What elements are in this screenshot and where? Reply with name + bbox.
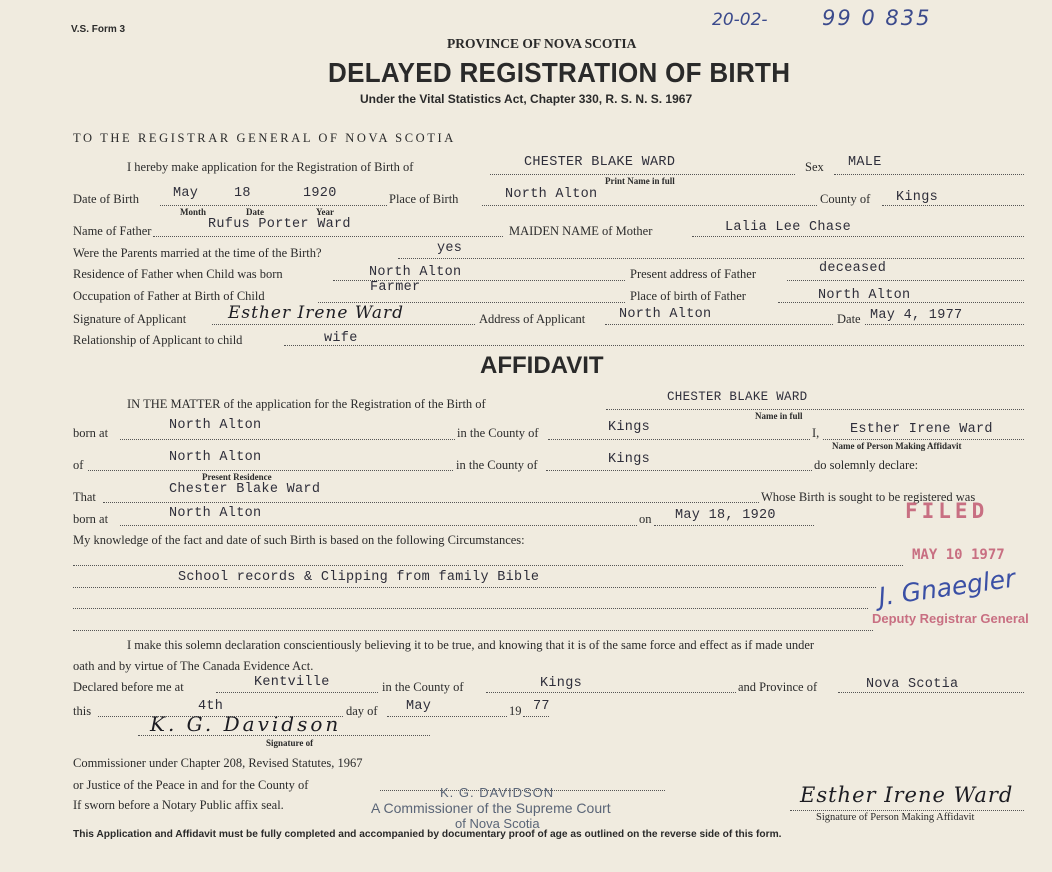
applicant-signature-label: Signature of Applicant [73,312,187,326]
married-value: yes [437,241,463,256]
commissioner-line: Commissioner under Chapter 208, Revised Statutes, 1967 [73,756,363,770]
year-suffix-value: 77 [533,699,550,714]
declared-county-value: Kings [540,676,583,691]
present-address-label: Present address of Father [630,267,757,281]
whose-birth-label: Whose Birth is sought to be registered was [761,490,976,504]
print-name-caption: Print Name in full [605,176,675,186]
applicant-signature: Esther Irene Ward [228,303,404,323]
child-name-value: CHESTER BLAKE WARD [524,155,676,170]
affiant-signature-caption: Signature of Person Making Affidavit [816,812,975,823]
footer-note: This Application and Affidavit must be fully completed and accompanied by documentary proof of age as outlined on the reverse side of this form. [73,829,782,840]
affiant-name-value: Esther Irene Ward [850,422,993,437]
that-name-value: Chester Blake Ward [169,482,321,497]
of-label: of [73,458,84,472]
justice-line: or Justice of the Peace in and for the County of [73,778,309,792]
notary-line: If sworn before a Notary Public affix seal. [73,798,284,812]
mother-label: MAIDEN NAME of Mother [509,224,653,238]
mother-value: Lalia Lee Chase [725,220,852,235]
born-at-label-2: born at [73,512,109,526]
commissioner-stamp-title: A Commissioner of the Supreme Court [371,800,611,816]
form-title: DELAYED REGISTRATION OF BIRTH [328,56,791,89]
date-label: Date [837,312,861,326]
present-residence-caption: Present Residence [202,472,272,482]
form-subtitle: Under the Vital Statistics Act, Chapter 330, R. S. N. S. 1967 [360,92,693,106]
addressee-line: TO THE REGISTRAR GENERAL OF NOVA SCOTIA [73,131,456,145]
circumstances-value: School records & Clipping from family Bible [178,570,540,585]
filed-date-stamp: MAY 10 1977 [912,547,1005,563]
month-caption: Month [180,207,207,217]
declaration-line-1: I make this solemn declaration conscientiously believing it to be true, and knowing that it is of the same force and effect as if made under [127,638,815,652]
province-heading: PROVINCE OF NOVA SCOTIA [447,36,637,51]
dob-month-value: May [173,186,199,201]
applicant-address-value: North Alton [619,307,712,322]
affidavit-heading: AFFIDAVIT [480,352,604,379]
apply-label: I hereby make application for the Registration of Birth of [127,160,414,174]
signature-of-caption: Signature of [266,738,314,748]
residence-label: Residence of Father when Child was born [73,267,283,281]
deputy-title-stamp: Deputy Registrar General [872,611,1029,626]
affiant-signature: Esther Irene Ward [800,783,1014,807]
declare-label: do solemnly declare: [814,458,919,472]
application-date-value: May 4, 1977 [870,308,963,323]
dob-year-value: 1920 [303,186,337,201]
handwritten-number-prefix: 20-02- [712,10,768,30]
i-label: I, [812,426,820,440]
father-pob-label: Place of birth of Father [630,289,746,303]
occupation-value: Farmer [370,280,421,295]
on-date-value: May 18, 1920 [675,508,776,523]
this-label: this [73,704,92,718]
relationship-label: Relationship of Applicant to child [73,333,243,347]
handwritten-number: 99 0 835 [822,6,932,30]
applicant-address-label: Address of Applicant [479,312,586,326]
declared-county-label: in the County of [382,680,464,694]
father-label: Name of Father [73,224,152,238]
occupation-label: Occupation of Father at Birth of Child [73,289,265,303]
commissioner-stamp-name: K. G. DAVIDSON [440,785,555,800]
county-label: County of [820,192,871,206]
married-label: Were the Parents married at the time of the Birth? [73,246,322,260]
commissioner-signature: K. G. Davidson [150,712,342,736]
county-two-value: Kings [608,452,651,467]
pob-label: Place of Birth [389,192,459,206]
commissioner-stamp-place: of Nova Scotia [455,816,540,831]
in-county-label: in the County of [457,426,539,440]
county-one-value: Kings [608,420,651,435]
sex-value: MALE [848,155,882,170]
matter-label: IN THE MATTER of the application for the Registration of the Birth of [127,397,486,411]
declared-label: Declared before me at [73,680,184,694]
filed-stamp: FILED [905,499,989,523]
matter-name-value: CHESTER BLAKE WARD [667,390,808,404]
residence-value: North Alton [369,265,462,280]
date-caption: Date [246,207,264,217]
form-number: V.S. Form 3 [71,24,126,35]
born-at-label: born at [73,426,109,440]
day-value: 4th [198,699,224,714]
month-value: May [406,699,432,714]
affiant-name-caption: Name of Person Making Affidavit [832,441,962,451]
name-in-full-caption: Name in full [755,411,803,421]
province-label: and Province of [738,680,818,694]
relationship-value: wife [324,331,358,346]
of-place-value: North Alton [169,450,262,465]
present-address-value: deceased [819,261,887,276]
dob-label: Date of Birth [73,192,139,206]
in-county-label-2: in the County of [456,458,538,472]
county-value: Kings [896,190,939,205]
declaration-line-2: oath and by virtue of The Canada Evidence Act. [73,659,314,673]
father-pob-value: North Alton [818,288,911,303]
pob-value: North Alton [505,187,598,202]
deputy-signature: J. Gnaegler [876,563,1018,612]
declared-at-value: Kentville [254,675,330,690]
knowledge-label: My knowledge of the fact and date of such Birth is based on the following Circumstances: [73,533,525,547]
that-label: That [73,490,96,504]
father-value: Rufus Porter Ward [208,217,351,232]
born-at-value: North Alton [169,418,262,433]
on-label: on [639,512,652,526]
province-value: Nova Scotia [866,677,959,692]
dob-day-value: 18 [234,186,251,201]
year-caption: Year [316,207,334,217]
year-prefix: 19 [509,704,522,718]
day-of-label: day of [346,704,378,718]
sex-label: Sex [805,160,824,174]
born-at-two-value: North Alton [169,506,262,521]
